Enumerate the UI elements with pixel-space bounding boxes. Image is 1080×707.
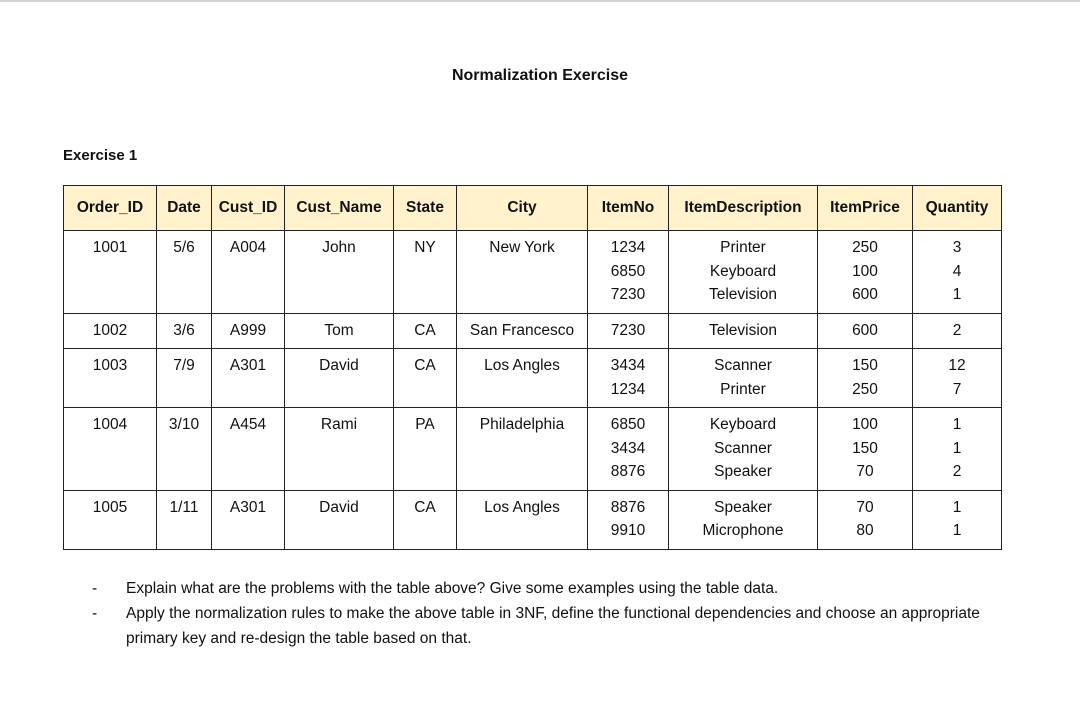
- cell-quantity-value: 3: [952, 239, 962, 256]
- cell-cust-name: David: [285, 490, 394, 549]
- cell-cust-id: A004: [212, 231, 285, 314]
- cell-item-description-value: Television: [708, 321, 778, 339]
- cell-city: New York: [457, 231, 588, 314]
- header-row: [64, 186, 1002, 231]
- cell-item-no-value: 1234: [610, 380, 646, 398]
- cell-cust-id: A301: [212, 349, 285, 408]
- cell-item-no: [588, 349, 669, 408]
- col-header-cust-name: Cust_Name: [285, 186, 394, 231]
- cell-item-price-value: 100: [852, 416, 878, 433]
- cell-item-no-value: 8876: [610, 463, 646, 480]
- cell-item-no: [588, 408, 669, 491]
- cell-quantity-value: 1: [952, 522, 962, 539]
- cell-quantity-value: 2: [952, 463, 962, 480]
- table-row: [64, 313, 1002, 349]
- cell-state: CA: [394, 313, 457, 349]
- cell-item-no-value: 7230: [610, 286, 646, 303]
- cell-cust-id: A301: [212, 490, 285, 549]
- question-list: [92, 576, 1012, 651]
- cell-item-description-value: Scanner: [714, 439, 772, 457]
- cell-item-price: [818, 408, 913, 491]
- cell-quantity-value: 1: [952, 416, 962, 433]
- cell-item-no-value: 9910: [610, 522, 646, 539]
- question-text: Explain what are the problems with the table above? Give some examples using the table data.: [126, 580, 779, 597]
- cell-item-description-value: Printer: [720, 380, 766, 398]
- question-item: [92, 601, 1012, 651]
- cell-order-id: 1002: [64, 313, 157, 349]
- cell-date: 3/10: [157, 408, 212, 491]
- cell-cust-id: A999: [212, 313, 285, 349]
- cell-item-description-value: Scanner: [714, 357, 772, 374]
- bullet-dash: -: [92, 580, 98, 597]
- cell-cust-name: David: [285, 349, 394, 408]
- cell-item-description-value: Keyboard: [709, 416, 777, 433]
- page-title: Normalization Exercise: [451, 67, 629, 84]
- cell-cust-name: John: [285, 231, 394, 314]
- cell-item-no: [588, 313, 669, 349]
- cell-date: 3/6: [157, 313, 212, 349]
- col-header-date: Date: [157, 186, 212, 231]
- cell-quantity-value: 4: [952, 262, 962, 280]
- table-body: [64, 231, 1002, 550]
- cell-item-price-value: 80: [856, 522, 874, 539]
- table-row: [64, 349, 1002, 408]
- cell-item-no-value: 8876: [610, 498, 646, 516]
- cell-quantity-value: 12: [948, 357, 966, 374]
- cell-city: San Francesco: [457, 313, 588, 349]
- cell-order-id: 1001: [64, 231, 157, 314]
- cell-item-price: [818, 490, 913, 549]
- cell-quantity-value: 7: [952, 380, 962, 398]
- cell-date: 7/9: [157, 349, 212, 408]
- cell-item-no-value: 3434: [610, 439, 646, 457]
- cell-order-id: 1003: [64, 349, 157, 408]
- cell-item-price-value: 70: [856, 498, 874, 516]
- cell-item-description: [669, 313, 818, 349]
- question-item: [92, 576, 1012, 601]
- cell-item-price-value: 100: [852, 262, 878, 280]
- question-text: Apply the normalization rules to make the above table in 3NF, define the functional dependencies and choose an appropriate primary key and re-design the table based on that.: [126, 605, 980, 647]
- col-header-item-price: ItemPrice: [818, 186, 913, 231]
- cell-city: Los Angles: [457, 349, 588, 408]
- cell-item-description-value: Microphone: [702, 522, 784, 539]
- cell-item-no: [588, 490, 669, 549]
- orders-table: [63, 185, 1002, 550]
- cell-item-description-value: Printer: [720, 239, 766, 256]
- cell-state: CA: [394, 349, 457, 408]
- cell-quantity: [913, 313, 1002, 349]
- exercise-label: Exercise 1: [63, 147, 138, 164]
- cell-quantity-value: 1: [952, 498, 962, 516]
- cell-quantity: [913, 231, 1002, 314]
- cell-item-description-value: Speaker: [714, 498, 772, 516]
- cell-item-no-value: 6850: [610, 262, 646, 280]
- cell-date: 1/11: [157, 490, 212, 549]
- cell-item-no-value: 7230: [610, 321, 646, 339]
- table-row: [64, 490, 1002, 549]
- cell-date: 5/6: [157, 231, 212, 314]
- cell-item-price: [818, 231, 913, 314]
- cell-order-id: 1004: [64, 408, 157, 491]
- cell-item-no-value: 3434: [610, 357, 646, 374]
- cell-quantity: [913, 490, 1002, 549]
- cell-state: NY: [394, 231, 457, 314]
- cell-item-price-value: 150: [852, 357, 878, 374]
- cell-item-no-value: 1234: [610, 239, 646, 256]
- table-row: [64, 231, 1002, 314]
- cell-item-price: [818, 349, 913, 408]
- cell-item-description-value: Keyboard: [709, 262, 777, 280]
- cell-state: PA: [394, 408, 457, 491]
- cell-quantity: [913, 408, 1002, 491]
- cell-item-price-value: 150: [852, 439, 878, 457]
- cell-cust-name: Tom: [285, 313, 394, 349]
- cell-city: Los Angles: [457, 490, 588, 549]
- cell-item-price-value: 600: [852, 286, 878, 303]
- top-divider: [0, 0, 1080, 2]
- table-row: [64, 408, 1002, 491]
- cell-item-description: [669, 231, 818, 314]
- col-header-item-description: ItemDescription: [669, 186, 818, 231]
- cell-quantity-value: 2: [952, 321, 962, 339]
- cell-item-price-value: 250: [852, 239, 878, 256]
- col-header-cust-id: Cust_ID: [212, 186, 285, 231]
- cell-item-price-value: 600: [852, 321, 878, 339]
- cell-state: CA: [394, 490, 457, 549]
- col-header-quantity: Quantity: [913, 186, 1002, 231]
- cell-cust-name: Rami: [285, 408, 394, 491]
- cell-order-id: 1005: [64, 490, 157, 549]
- cell-item-price-value: 70: [856, 463, 874, 480]
- bullet-dash: -: [92, 605, 98, 622]
- cell-item-price-value: 250: [852, 380, 878, 398]
- cell-cust-id: A454: [212, 408, 285, 491]
- cell-item-description-value: Television: [708, 286, 778, 303]
- col-header-state: State: [394, 186, 457, 231]
- cell-item-description: [669, 408, 818, 491]
- cell-item-price: [818, 313, 913, 349]
- cell-quantity-value: 1: [952, 439, 962, 457]
- cell-item-description: [669, 490, 818, 549]
- cell-item-description: [669, 349, 818, 408]
- col-header-order-id: Order_ID: [64, 186, 157, 231]
- cell-item-description-value: Speaker: [714, 463, 772, 480]
- col-header-item-no: ItemNo: [588, 186, 669, 231]
- col-header-city: City: [457, 186, 588, 231]
- cell-city: Philadelphia: [457, 408, 588, 491]
- cell-item-no-value: 6850: [610, 416, 646, 433]
- cell-quantity: [913, 349, 1002, 408]
- cell-quantity-value: 1: [952, 286, 962, 303]
- cell-item-no: [588, 231, 669, 314]
